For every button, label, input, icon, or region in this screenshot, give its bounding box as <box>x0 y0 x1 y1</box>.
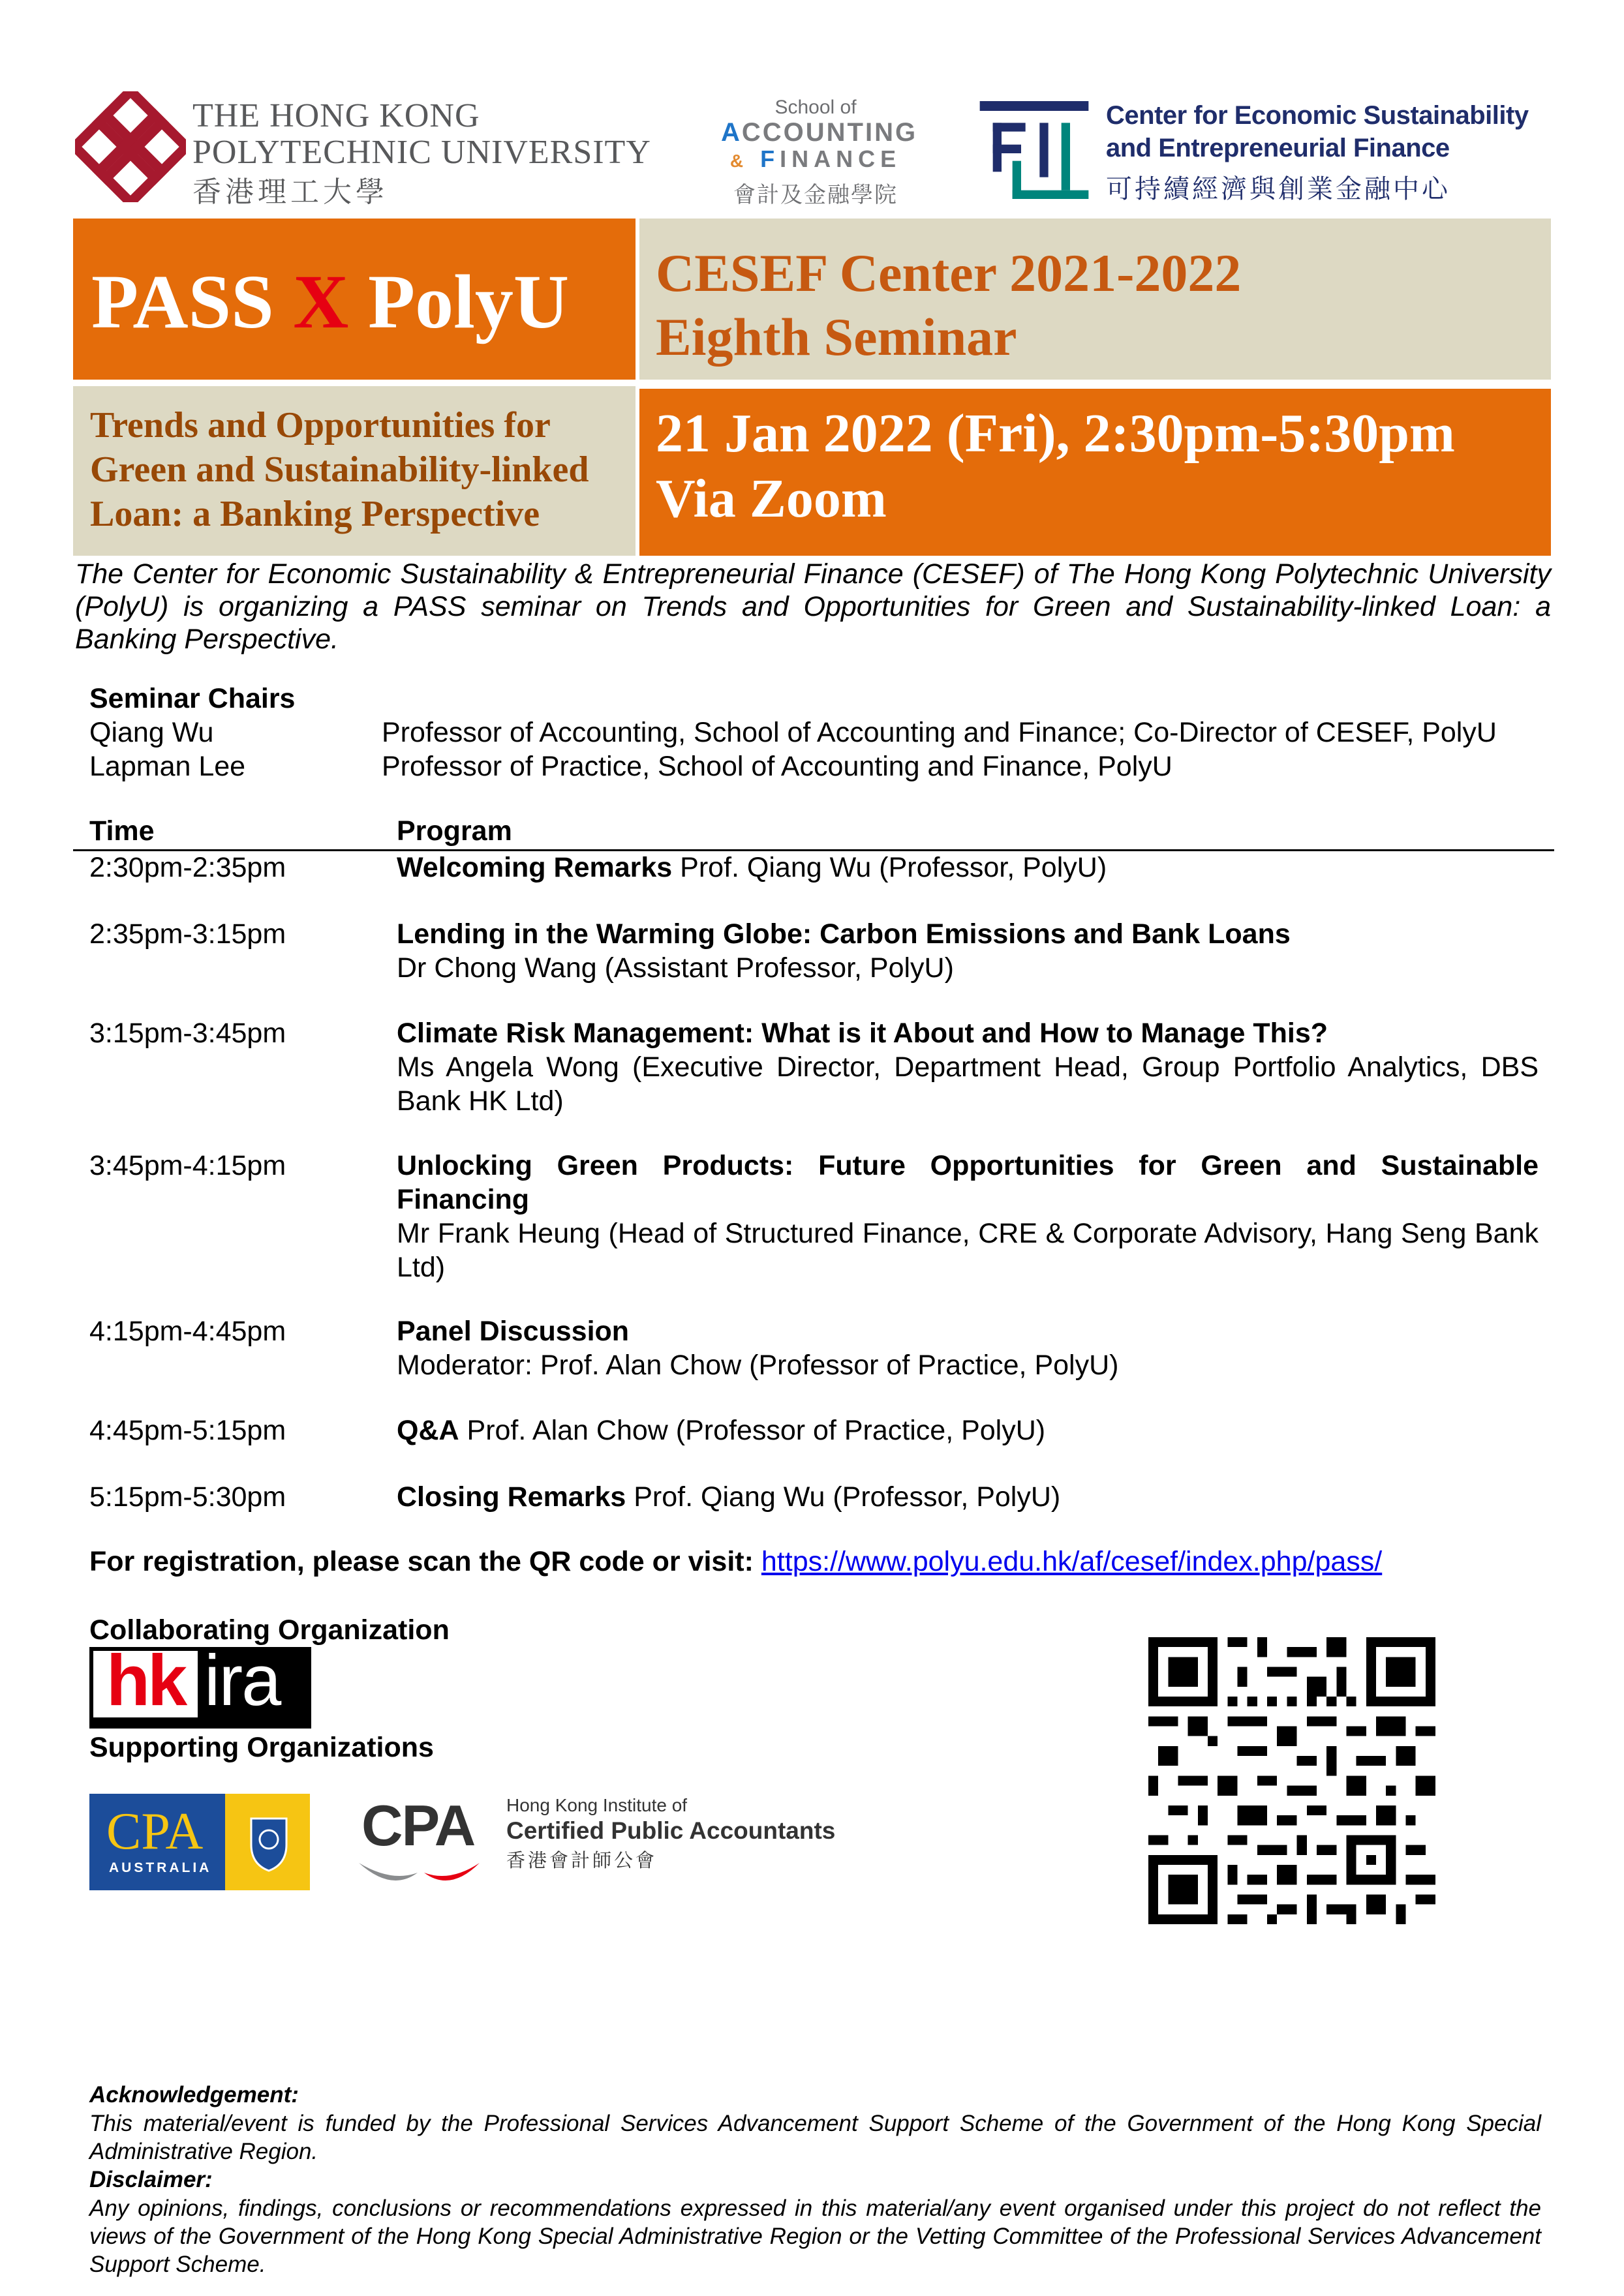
topic-line2: Green and Sustainability-linked <box>90 449 589 490</box>
polyu-name-line2: POLYTECHNIC UNIVERSITY <box>192 134 651 171</box>
program-item <box>397 1149 1539 1284</box>
venue: Via Zoom <box>656 468 887 529</box>
program-time: 4:15pm-4:45pm <box>89 1316 286 1347</box>
program-heading: Program <box>397 815 512 847</box>
program-speaker: Dr Chong Wang (Assistant Professor, PolyU) <box>397 952 954 984</box>
program-item <box>397 917 1539 985</box>
crest-icon <box>246 1812 292 1872</box>
polyu-name-english <box>192 98 651 171</box>
program-item <box>397 1016 1539 1118</box>
cpa-australia-mark: CPA <box>106 1803 204 1860</box>
acknowledgement-text: This material/event is funded by the Professional Services Advancement Support Scheme of the Government of the Hong Kong Special Administrative Region. <box>89 2111 1541 2164</box>
hkira-ira-text: ira <box>204 1640 281 1721</box>
supporting-orgs-heading: Supporting Organizations <box>89 1732 434 1763</box>
acknowledgement-heading: Acknowledgement: <box>89 2082 299 2107</box>
seminar-title-line1: CESEF Center 2021-2022 <box>656 243 1242 303</box>
chair-name: Qiang Wu <box>89 717 214 748</box>
seminar-title <box>656 241 1241 369</box>
cesef-name-chinese: 可持續經濟與創業金融中心 <box>1106 175 1450 204</box>
seminar-topic <box>90 403 625 536</box>
collaborating-org-heading: Collaborating Organization <box>89 1614 450 1646</box>
hkira-hk-text: hk <box>93 1651 198 1717</box>
hkicpa-line1: Hong Kong Institute of <box>506 1795 688 1815</box>
cesef-name-line2: and Entrepreneurial Finance <box>1106 134 1450 162</box>
program-time: 3:15pm-3:45pm <box>89 1018 286 1049</box>
school-accounting-finance-logo <box>721 97 918 209</box>
disclaimer-heading: Disclaimer: <box>89 2167 213 2192</box>
hkicpa-line3: 香港會計師公會 <box>506 1850 658 1871</box>
program-item <box>397 1314 1539 1382</box>
program-title: Panel Discussion <box>397 1316 630 1347</box>
program-title: Lending in the Warming Globe: Carbon Emissions and Bank Loans <box>397 918 1291 950</box>
registration-line <box>89 1546 1382 1578</box>
x-text: X <box>293 259 349 344</box>
topic-line3: Loan: a Banking Perspective <box>90 494 540 534</box>
hkira-logo <box>89 1640 311 1729</box>
program-title: Q&A <box>397 1415 459 1446</box>
program-title: Closing Remarks <box>397 1481 626 1513</box>
program-speaker: Ms Angela Wong (Executive Director, Department Head, Group Portfolio Analytics, DBS Bank HK Ltd) <box>397 1051 1539 1117</box>
program-speaker: Prof. Qiang Wu (Professor, PolyU) <box>626 1481 1061 1513</box>
cesef-name-line1: Center for Economic Sustainability <box>1106 101 1529 130</box>
program-title: Welcoming Remarks <box>397 852 673 883</box>
cpa-australia-logo <box>89 1794 310 1890</box>
chair-name: Lapman Lee <box>89 751 246 782</box>
pass-x-polyu-title <box>91 258 569 346</box>
chair-role: Professor of Accounting, School of Accounting and Finance; Co-Director of CESEF, PolyU <box>382 717 1497 748</box>
polyu-name-chinese: 香港理工大學 <box>192 176 388 208</box>
hkicpa-line2: Certified Public Accountants <box>506 1817 836 1844</box>
pass-text: PASS <box>91 259 274 344</box>
program-item <box>397 1413 1539 1447</box>
seminar-chairs-heading: Seminar Chairs <box>89 683 296 714</box>
registration-qr-code[interactable] <box>1148 1637 1435 1924</box>
chair-role: Professor of Practice, School of Accounting and Finance, PolyU <box>382 751 1172 782</box>
saf-chinese: 會計及金融學院 <box>733 183 898 207</box>
polyu-emblem-logo <box>75 91 186 202</box>
hkicpa-swoosh-icon <box>352 1856 483 1892</box>
program-speaker: Prof. Alan Chow (Professor of Practice, PolyU) <box>459 1415 1046 1446</box>
hkicpa-logo <box>352 1792 848 1897</box>
registration-text: For registration, please scan the QR code or visit: <box>89 1546 761 1577</box>
program-title: Unlocking Green Products: Future Opportunities for Green and Sustainable Financing <box>397 1150 1539 1215</box>
program-time: 2:30pm-2:35pm <box>89 852 286 883</box>
program-time: 3:45pm-4:15pm <box>89 1150 286 1181</box>
program-item <box>397 851 1539 884</box>
date-and-venue <box>656 401 1455 532</box>
intro-paragraph: The Center for Economic Sustainability & Entrepreneurial Finance (CESEF) of The Hong Kong Polytechnic University (PolyU) is organizing a PASS seminar on Trends and Opportunities for Green and Sustainability-linked Loan: a Banking Perspective. <box>75 558 1551 655</box>
registration-link[interactable]: https://www.polyu.edu.hk/af/cesef/index.php/pass/ <box>761 1546 1383 1577</box>
cpa-australia-sub: AUSTRALIA <box>109 1860 212 1875</box>
program-time: 2:35pm-3:15pm <box>89 918 286 950</box>
program-time: 4:45pm-5:15pm <box>89 1415 286 1446</box>
saf-accounting: ACCOUNTING <box>721 118 918 147</box>
program-time: 5:15pm-5:30pm <box>89 1481 286 1513</box>
saf-line1: School of <box>774 97 857 118</box>
seminar-title-line2: Eighth Seminar <box>656 307 1017 367</box>
polyu-name-line1: THE HONG KONG <box>192 97 480 134</box>
cesef-logo-icon <box>979 101 1090 199</box>
date-time: 21 Jan 2022 (Fri), 2:30pm-5:30pm <box>656 403 1455 464</box>
program-speaker: Prof. Qiang Wu (Professor, PolyU) <box>672 852 1107 883</box>
program-time-heading: Time <box>89 815 155 847</box>
program-speaker: Mr Frank Heung (Head of Structured Finance, CRE & Corporate Advisory, Hang Seng Bank Ltd) <box>397 1218 1539 1283</box>
disclaimer-text: Any opinions, findings, conclusions or recommendations expressed in this material/any event organised under this project do not reflect the views of the Government of the Hong Kong Special Administrative Region or the Vetting Committee of the Professional Services Advancement Support Scheme. <box>89 2196 1541 2277</box>
hkicpa-mark: CPA <box>361 1793 475 1858</box>
program-speaker: Moderator: Prof. Alan Chow (Professor of Practice, PolyU) <box>397 1350 1119 1381</box>
program-item <box>397 1480 1539 1514</box>
cesef-name-english <box>1106 99 1529 164</box>
topic-line1: Trends and Opportunities for <box>90 405 551 446</box>
saf-finance: & FINANCE <box>729 145 902 172</box>
polyu-text: PolyU <box>368 259 570 344</box>
program-title: Climate Risk Management: What is it About and How to Manage This? <box>397 1018 1328 1049</box>
